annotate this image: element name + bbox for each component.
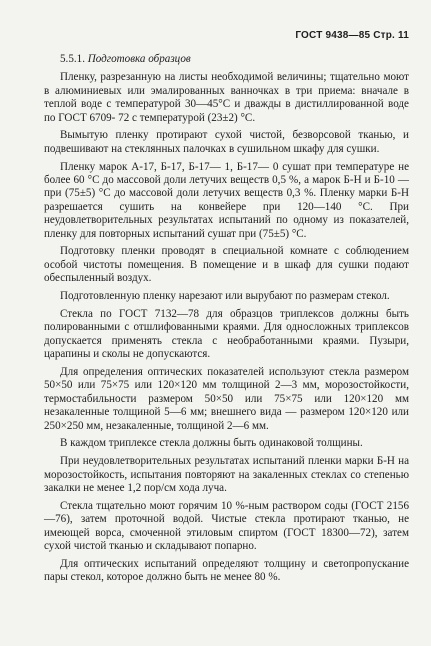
- section-title: Подготовка образцов: [87, 53, 191, 65]
- paragraph: Пленку марок А-17, Б-17, Б-17— 1, Б-17— 0 сушат при температуре не более 60 °С до массовой доли летучих веществ 0,5 %, а марок Б-Н и Б-10 — при (75±5) °С до массовой доли летучих веществ 0,3 %. Пленку марки Б-Н разрешается сушить на конвейере при 120—140 °С. При неудовлетворительных результатах испытаний по одному из показателей, пленку для повторных испытаний сушат при (75±5) °С.: [44, 160, 409, 240]
- paragraph: Для оптических испытаний определяют толщину и светопропускание пары стекол, которое должно быть не менее 80 %.: [44, 557, 409, 584]
- paragraph: Пленку, разрезанную на листы необходимой величины; тщательно моют в алюминиевых или эмалированных ванночках в три приема: вначале в теплой воде с температурой 30—45°С и дважды в дистиллированной воде по ГОСТ 6709- 72 с температурой (23±2) °С.: [44, 71, 409, 124]
- paragraph: В каждом триплексе стекла должны быть одинаковой толщины.: [60, 437, 363, 450]
- section-number: 5.5.1.: [60, 53, 85, 65]
- paragraph: Для определения оптических показателей используют стекла размером 50×50 или 75×75 или 120×120 мм толщиной 2—3 мм, морозостойкости, термостабильности размером 50×50 или 75×75 или 120×120 мм незакаленные толщиной 5—6 мм; внешнего вида — размером 120×120 или 250×250 мм, незакаленные, толщиной 2—6 мм.: [44, 365, 409, 432]
- page-body: [44, 53, 409, 589]
- page-header: ГОСТ 9438—85 Стр. 11: [295, 30, 409, 41]
- paragraph: При неудовлетворительных результатах испытаний пленки марки Б-Н на морозостойкость, испытания повторяют на закаленных стеклах со степенью закалки не менее 1,2 пор/см хода луча.: [44, 455, 409, 494]
- paragraph: Подготовленную пленку нарезают или вырубают по размерам стекол.: [60, 290, 390, 303]
- paragraph: Подготовку пленки проводят в специальной комнате с соблюдением особой чистоты помещения. В помещение и в шкаф для сушки подают обеспыленный воздух.: [44, 245, 409, 285]
- paragraph: Вымытую пленку протирают сухой чистой, безворсовой тканью, и подвешивают на стеклянных палочках в сушильном шкафу для сушки.: [44, 129, 409, 155]
- paragraph: Стекла тщательно моют горячим 10 %-ным раствором соды (ГОСТ 2156—76), затем проточной водой. Чистые стекла протирают тканью, не имеющей ворса, смоченной этиловым спиртом (ГОСТ 18300—72), затем сухой чистой тканью и складывают попарно.: [44, 499, 409, 552]
- section-heading: [44, 53, 409, 66]
- paragraph: Стекла по ГОСТ 7132—78 для образцов триплексов должны быть полированными с отшлифованными краями. Для односложных триплексов допускается применять стекла с необработанными краями. Пузыри, царапины и сколы не допускаются.: [44, 307, 409, 361]
